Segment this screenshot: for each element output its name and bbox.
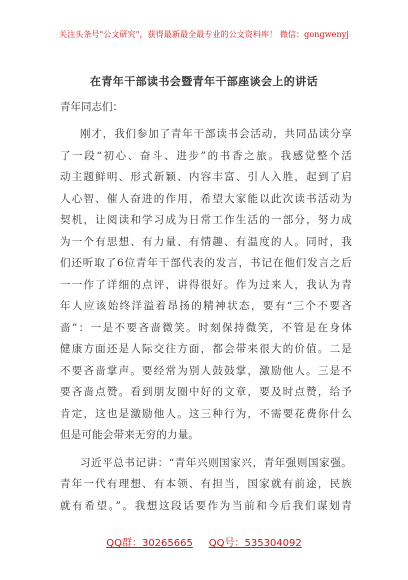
salutation: 青年同志们：	[60, 101, 123, 113]
contact-footer	[0, 534, 408, 549]
text-line: 契机，让阅读和学习成为日常工作生活的一部分，努力成	[60, 214, 352, 226]
text-line: 为一个有思想、有力量、有情趣、有温度的人。同时，我	[60, 235, 352, 248]
text-line: 动主题鲜明、形式新颖、内容丰富、引人入胜，起到了启	[60, 171, 352, 183]
text-line: 了一段“初心、奋斗、进步”的书香之旅。我感觉整个活	[60, 149, 352, 162]
text-line: 不要吝啬掌声。要经常为别人鼓鼓掌，激励他人。三是不	[60, 364, 352, 377]
text-line: 习近平总书记讲：“青年兴则国家兴，青年强则国家强。	[80, 456, 352, 469]
promo-banner: 关注头条号"公文研究"，获得最新最全最专业的公文资料库！ 微信：gongwenyj	[59, 30, 349, 39]
text-line: 但是可能会带来无穷的力量。	[60, 429, 200, 441]
text-line: 青年一代有理想、有本领、有担当，国家就有前途，民族	[60, 478, 352, 490]
text-line: 们还听取了6位青年干部代表的发言，书记在他们发言之后	[60, 257, 352, 269]
text-line: 一一作了详细的点评，讲得很好。作为过来人，我认为青	[60, 278, 352, 291]
text-line: 年人应该始终洋溢着昂扬的精神状态，要有“三个不要吝	[60, 300, 352, 312]
text-line: 刚才，我们参加了青年干部读书会活动，共同品读分享	[80, 128, 352, 140]
speech-body	[60, 124, 352, 517]
text-line: 就有希望。”。我想这段话要作为当前和今后我们谋划青	[60, 499, 352, 512]
document-title: 在青年干部读书会暨青年干部座谈会上的讲话	[90, 75, 318, 88]
qq-number-link[interactable]: QQ号：535304092	[208, 538, 302, 549]
text-line: 要吝啬点赞。看到朋友圈中好的文章，要及时点赞，给予	[60, 386, 352, 398]
text-line: 健康方面还是人际交往方面，都会带来很大的价值。二是	[60, 343, 352, 355]
paragraph	[60, 453, 352, 518]
paragraph	[60, 124, 352, 447]
text-line: 人心智、催人奋进的作用，希望大家能以此次读书活动为	[60, 192, 352, 205]
text-line: 肯定，这也是激励他人。这三种行为，不需要花费你什么	[60, 407, 352, 420]
qq-group-link[interactable]: QQ群：30265665	[106, 538, 193, 549]
text-line: 啬”：一是不要吝啬微笑。时刻保持微笑，不管是在身体	[60, 321, 352, 334]
